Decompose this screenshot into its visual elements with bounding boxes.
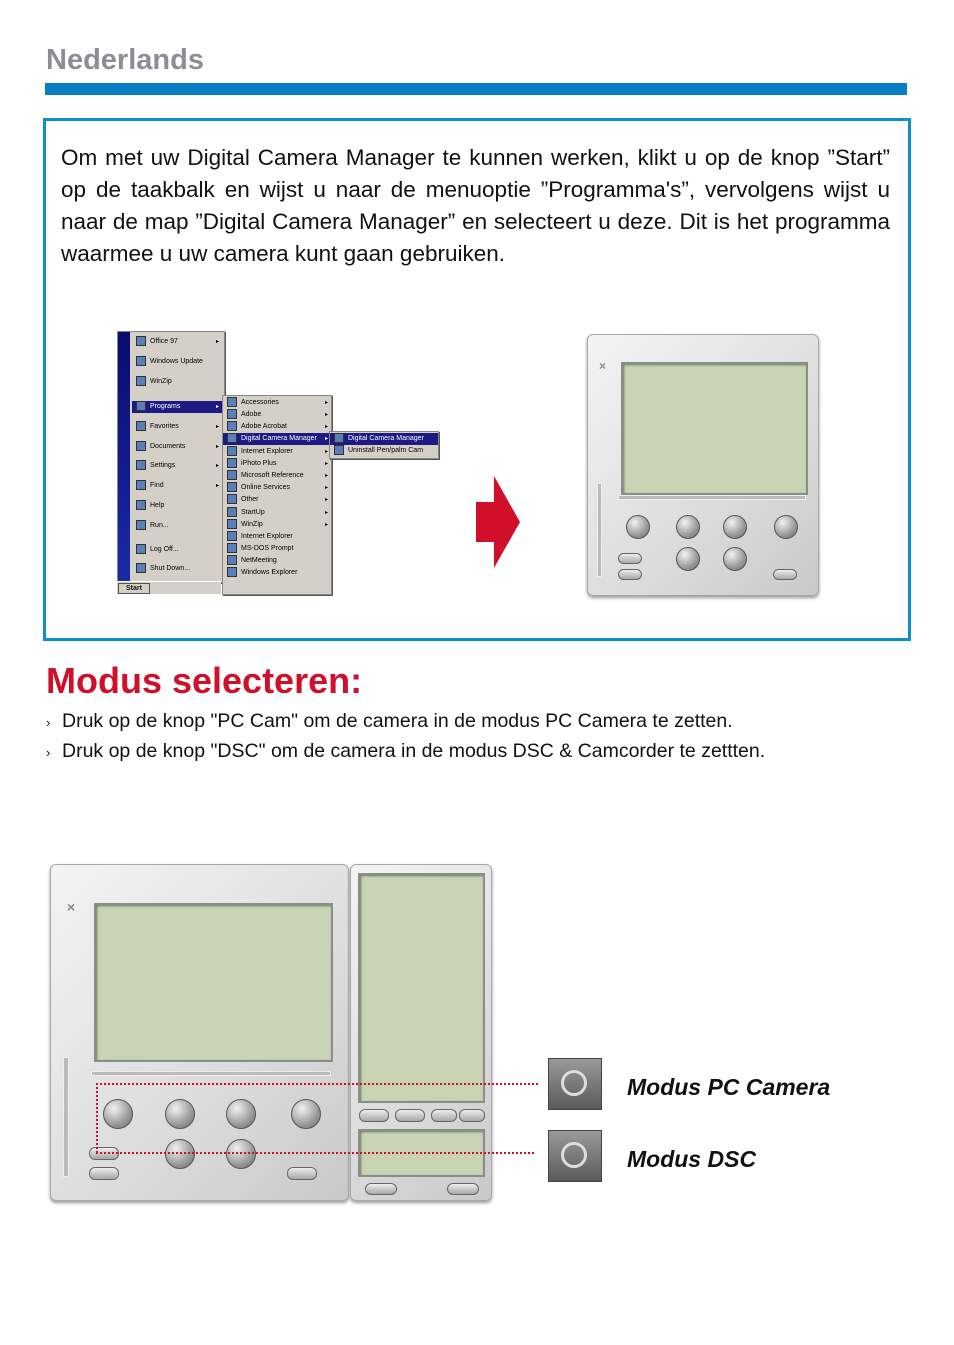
camera-icon: [334, 433, 344, 443]
pc-camera-mode-icon: [548, 1058, 602, 1110]
callout-line-vertical: [96, 1083, 98, 1153]
play-button[interactable]: [723, 515, 747, 539]
folder-icon: [227, 470, 237, 480]
ie-icon: [227, 531, 237, 541]
menu-item[interactable]: iPhoto Plus ▸: [223, 458, 331, 470]
menu-item-programs[interactable]: Programs ▸: [132, 401, 222, 413]
folder-icon: [136, 401, 146, 411]
menu-item-uninstall[interactable]: Uninstall Pen/palm Cam: [330, 445, 438, 457]
find-icon: [136, 480, 146, 490]
small-button[interactable]: [359, 1109, 389, 1122]
menu-item[interactable]: Internet Explorer ▸: [223, 446, 331, 458]
menu-item-dcm-app[interactable]: Digital Camera Manager: [330, 433, 438, 445]
small-button[interactable]: [773, 569, 797, 580]
menu-item[interactable]: WinZip: [132, 376, 222, 388]
run-icon: [136, 520, 146, 530]
bullet-item: › Druk op de knop "DSC" om de camera in de modus DSC & Camcorder te zettten.: [46, 740, 766, 762]
close-icon[interactable]: ×: [599, 359, 607, 373]
header-bar: [45, 83, 907, 95]
menu-item[interactable]: Run...: [132, 520, 222, 532]
folder-icon: [227, 519, 237, 529]
menu-item[interactable]: WinZip ▸: [223, 519, 331, 531]
menu-item[interactable]: Shut Down...: [132, 563, 222, 575]
menu-item[interactable]: Internet Explorer: [223, 531, 331, 543]
menu-item[interactable]: NetMeeting: [223, 555, 331, 567]
progress-track: [618, 495, 806, 500]
menu-item[interactable]: Help: [132, 500, 222, 512]
start-menu-screenshot: [105, 331, 424, 593]
small-button[interactable]: [459, 1109, 485, 1122]
menu-item[interactable]: Favorites ▸: [132, 421, 222, 433]
small-button[interactable]: [395, 1109, 425, 1122]
mode-switch[interactable]: [618, 553, 642, 564]
folder-icon: [227, 458, 237, 468]
side-panel: [350, 864, 492, 1201]
netmeeting-icon: [227, 555, 237, 565]
explorer-icon: [227, 567, 237, 577]
dos-icon: [227, 543, 237, 553]
start-menu: [105, 331, 225, 583]
zoom-slider[interactable]: [63, 1057, 69, 1177]
capture-button[interactable]: [626, 515, 650, 539]
menu-item[interactable]: Accessories ▸: [223, 397, 331, 409]
dsc-mode-label: Modus DSC: [627, 1146, 757, 1172]
folder-icon: [227, 507, 237, 517]
small-button[interactable]: [431, 1109, 457, 1122]
preview-screen: [94, 903, 333, 1062]
next-button[interactable]: [723, 547, 747, 571]
section-title: Modus selecteren:: [46, 660, 363, 701]
folder-icon: [136, 421, 146, 431]
update-icon: [136, 356, 146, 366]
callout-line-pc: [96, 1083, 538, 1085]
settings-button[interactable]: [165, 1139, 195, 1169]
close-icon[interactable]: ×: [67, 899, 76, 915]
rewind-button[interactable]: [774, 515, 798, 539]
preview-screen: [621, 362, 808, 495]
small-button[interactable]: [365, 1183, 397, 1195]
programs-submenu: [222, 395, 332, 595]
menu-item[interactable]: Documents ▸: [132, 441, 222, 453]
folder-icon: [227, 421, 237, 431]
right-arrow-icon: [476, 476, 520, 568]
chevron-right-icon: ›: [46, 745, 51, 760]
menu-item[interactable]: Other ▸: [223, 494, 331, 506]
folder-icon: [227, 494, 237, 504]
small-button[interactable]: [89, 1167, 119, 1180]
small-button[interactable]: [618, 569, 642, 580]
menu-item[interactable]: Log Off...: [132, 544, 222, 556]
small-button[interactable]: [447, 1183, 479, 1195]
menu-item[interactable]: Settings ▸: [132, 460, 222, 472]
zoom-slider[interactable]: [597, 483, 602, 577]
intro-text: Om met uw Digital Camera Manager te kunnen werken, klikt u op de knop ”Start” op de taakbalk en wijst u naar de menuoptie ”Programma's”, vervolgens wijst u naar de map ”Digital Camera Manager” en selecteert u deze. Dit is het programma waarmee u uw camera kunt gaan gebruiken.: [61, 145, 890, 266]
small-button[interactable]: [287, 1167, 317, 1180]
folder-icon: [227, 397, 237, 407]
menu-item[interactable]: Microsoft Reference ▸: [223, 470, 331, 482]
folder-icon: [227, 409, 237, 419]
menu-item[interactable]: Office 97 ▸: [132, 336, 222, 348]
logoff-icon: [136, 544, 146, 554]
start-button[interactable]: Start: [118, 583, 150, 594]
camera-manager-window: [587, 334, 819, 596]
next-button[interactable]: [226, 1139, 256, 1169]
bullet-item: › Druk op de knop "PC Cam" om de camera in de modus PC Camera te zetten.: [46, 710, 733, 732]
taskbar: [117, 581, 221, 594]
help-icon: [136, 500, 146, 510]
thumbnail-screen: [358, 873, 485, 1103]
uninstall-icon: [334, 445, 344, 455]
settings-icon: [136, 460, 146, 470]
save-button[interactable]: [676, 515, 700, 539]
office-icon: [136, 336, 146, 346]
capture-button[interactable]: [103, 1099, 133, 1129]
windows-band-label: Windows98: [105, 522, 116, 572]
chevron-right-icon: ›: [46, 715, 51, 730]
rewind-button[interactable]: [291, 1099, 321, 1129]
menu-item[interactable]: MS-DOS Prompt: [223, 543, 331, 555]
menu-item[interactable]: StartUp ▸: [223, 507, 331, 519]
folder-icon: [227, 446, 237, 456]
save-button[interactable]: [165, 1099, 195, 1129]
dcm-submenu: [329, 431, 439, 459]
menu-item-digital-camera-manager[interactable]: Digital Camera Manager ▸: [223, 433, 331, 445]
windows-band: [105, 332, 130, 582]
dsc-mode-icon: [548, 1130, 602, 1182]
settings-button[interactable]: [676, 547, 700, 571]
camera-manager-window-large: [50, 864, 349, 1201]
menu-item[interactable]: Windows Update: [132, 356, 222, 368]
progress-track: [91, 1071, 331, 1076]
play-button[interactable]: [226, 1099, 256, 1129]
language-heading: Nederlands: [46, 44, 204, 76]
folder-icon: [227, 482, 237, 492]
shutdown-icon: [136, 563, 146, 573]
menu-item[interactable]: Find ▸: [132, 480, 222, 492]
menu-item[interactable]: Online Services ▸: [223, 482, 331, 494]
menu-item[interactable]: Windows Explorer: [223, 567, 331, 579]
menu-item[interactable]: Adobe Acrobat ▸: [223, 421, 331, 433]
folder-icon: [227, 433, 237, 443]
document-icon: [136, 441, 146, 451]
callout-line-dsc: [96, 1152, 534, 1154]
winzip-icon: [136, 376, 146, 386]
pc-camera-mode-label: Modus PC Camera: [627, 1074, 831, 1100]
menu-item[interactable]: Adobe ▸: [223, 409, 331, 421]
